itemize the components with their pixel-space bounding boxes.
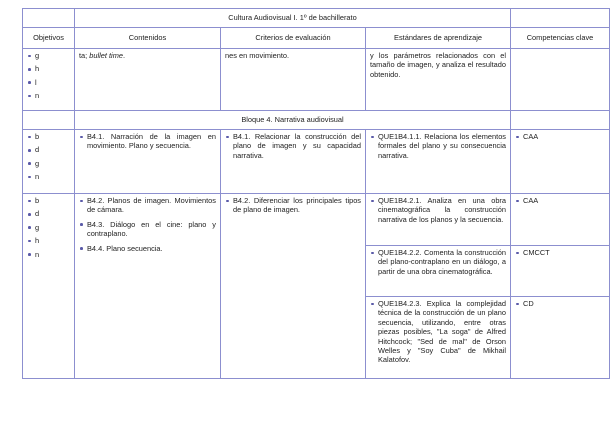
curriculum-table [22, 8, 610, 379]
contenidos-prefix: ta; [79, 51, 90, 60]
list-item: QUE1B4.1.1. Relaciona los elementos formales del plano y su consecuencia narrativa. [370, 132, 506, 160]
list-item: h [27, 236, 70, 245]
header-competencias: Competencias clave [511, 28, 610, 49]
contenidos-italic: bullet time [89, 51, 123, 60]
objetivos-cell [23, 49, 75, 111]
estandares-list [370, 248, 506, 276]
objetivos-list [27, 51, 70, 101]
competencias-cell [511, 297, 610, 379]
objetivos-list [27, 196, 70, 259]
estandares-list [370, 132, 506, 160]
objetivos-cell [23, 130, 75, 194]
contenidos-text [79, 51, 216, 60]
header-row [23, 28, 610, 49]
list-item: B4.1. Relacionar la construcción del plano de imagen y su capacidad narrativa. [225, 132, 361, 160]
list-item: B4.2. Planos de imagen. Movimientos de cámara. [79, 196, 216, 215]
competencias-cell [511, 246, 610, 297]
competencias-cell [511, 49, 610, 111]
list-item: g [27, 223, 70, 232]
competencias-list [515, 248, 605, 257]
objetivos-cell [23, 194, 75, 379]
table-row [23, 49, 610, 111]
estandares-list [370, 196, 506, 224]
bloque-row [23, 111, 610, 130]
list-item: B4.2. Diferenciar los principales tipos de plano de imagen. [225, 196, 361, 215]
estandares-cell [366, 194, 511, 246]
bloque-title: Bloque 4. Narrativa audiovisual [75, 111, 511, 130]
competencias-cell [511, 130, 610, 194]
title-row [23, 9, 610, 28]
objetivos-list [27, 132, 70, 182]
table-row [23, 130, 610, 194]
list-item: g [27, 51, 70, 60]
list-item: h [27, 64, 70, 73]
competencias-list [515, 196, 605, 205]
criterios-cell [221, 194, 366, 379]
contenidos-suffix: . [122, 51, 126, 60]
bloque-blank-cell [23, 111, 75, 130]
contenidos-list [79, 132, 216, 151]
header-estandares: Estándares de aprendizaje [366, 28, 511, 49]
header-contenidos: Contenidos [75, 28, 221, 49]
estandares-text: y los parámetros relacionados con el tamaño de imagen, y analiza el resultado obtenido. [370, 51, 506, 79]
contenidos-cell [75, 194, 221, 379]
table-title: Cultura Audiovisual I. 1º de bachillerato [75, 9, 511, 28]
title-blank-cell [23, 9, 75, 28]
list-item: n [27, 172, 70, 181]
competencias-list [515, 132, 605, 141]
list-item: d [27, 145, 70, 154]
estandares-cell [366, 297, 511, 379]
estandares-cell [366, 49, 511, 111]
competencias-list [515, 299, 605, 308]
contenidos-cell [75, 130, 221, 194]
list-item: QUE1B4.2.2. Comenta la construcción del plano-contraplano en un diálogo, a partir de una obra cinematográfica. [370, 248, 506, 276]
header-criterios: Criterios de evaluación [221, 28, 366, 49]
list-item: QUE1B4.2.1. Analiza en una obra cinematográfica la construcción narrativa de los planos y la secuencia. [370, 196, 506, 224]
estandares-cell [366, 246, 511, 297]
criterios-cell [221, 49, 366, 111]
list-item: d [27, 209, 70, 218]
list-item: n [27, 250, 70, 259]
criterios-cell [221, 130, 366, 194]
bloque-right-blank-cell [511, 111, 610, 130]
list-item: l [27, 78, 70, 87]
list-item: b [27, 132, 70, 141]
list-item: B4.4. Plano secuencia. [79, 244, 216, 253]
contenidos-cell [75, 49, 221, 111]
list-item: CAA [515, 196, 605, 205]
list-item: CD [515, 299, 605, 308]
estandares-list [370, 299, 506, 365]
competencias-cell [511, 194, 610, 246]
criterios-list [225, 196, 361, 215]
list-item: n [27, 91, 70, 100]
list-item: g [27, 159, 70, 168]
list-item: CMCCT [515, 248, 605, 257]
title-right-blank-cell [511, 9, 610, 28]
header-objetivos: Objetivos [23, 28, 75, 49]
list-item: QUE1B4.2.3. Explica la complejidad técnica de la construcción de un plano secuencia, utilizando, entre otras piezas posibles, "La soga" de Alfred Hitchcock; "Sed de mal" de Orson Welles y "Soy Cuba" de Mikhail Kalatofov. [370, 299, 506, 365]
table-row [23, 194, 610, 246]
list-item: B4.3. Diálogo en el cine: plano y contraplano. [79, 220, 216, 239]
list-item: CAA [515, 132, 605, 141]
criterios-list [225, 132, 361, 160]
contenidos-list [79, 196, 216, 253]
criterios-text: nes en movimiento. [225, 51, 290, 60]
list-item: B4.1. Narración de la imagen en movimiento. Plano y secuencia. [79, 132, 216, 151]
estandares-cell [366, 130, 511, 194]
list-item: b [27, 196, 70, 205]
